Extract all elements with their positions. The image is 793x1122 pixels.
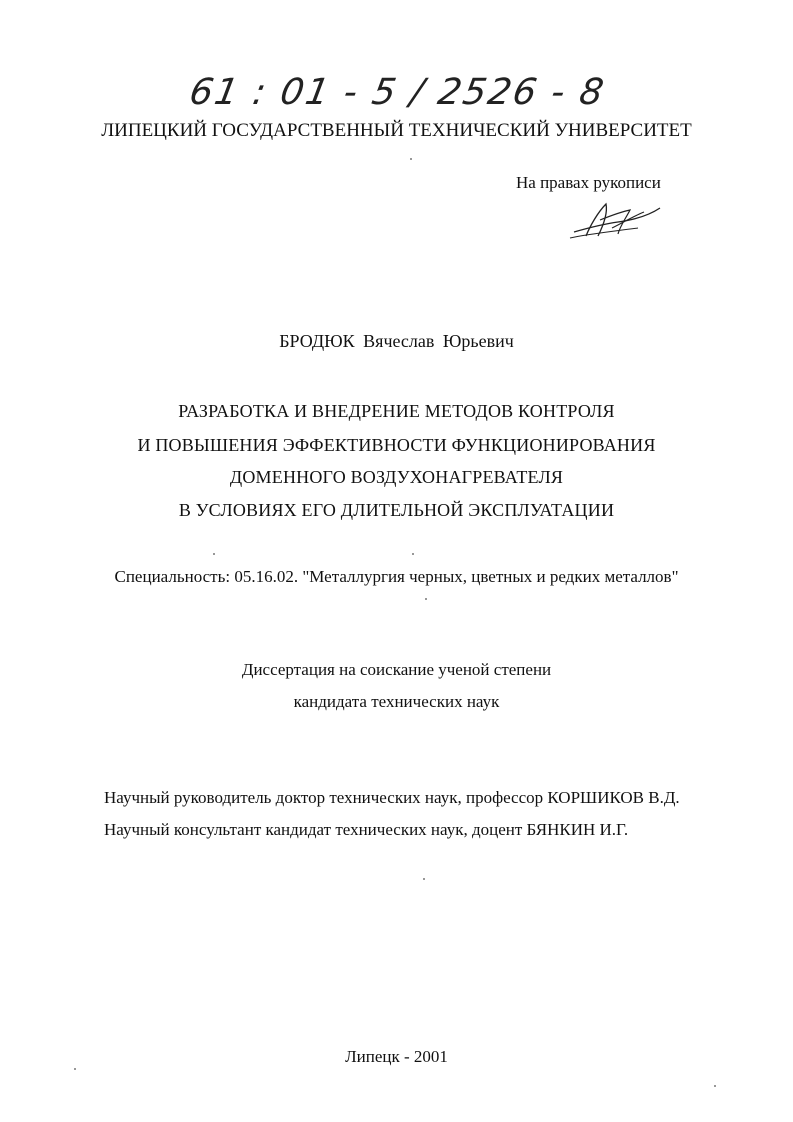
dissertation-title-line-1: РАЗРАБОТКА И ВНЕДРЕНИЕ МЕТОДОВ КОНТРОЛЯ [178,401,615,421]
dissertation-title-line-3: ДОМЕННОГО ВОЗДУХОНАГРЕВАТЕЛЯ [229,467,564,487]
scan-speck [412,553,414,555]
scientific-supervisor: Научный руководитель доктор технических наук, профессор КОРШИКОВ В.Д. [104,788,680,807]
scan-speck [423,878,425,880]
handwritten-registration-number: 61 : 01 - 5 / 2526 - 8 [186,72,609,113]
manuscript-rights-note: На правах рукописи [516,173,661,192]
author-name: БРОДЮК Вячеслав Юрьевич [279,331,514,351]
place-and-year: Липецк - 2001 [345,1047,448,1066]
degree-statement-line-2: кандидата технических наук [293,692,500,711]
scientific-consultant: Научный консультант кандидат технических наук, доцент БЯНКИН И.Г. [104,820,629,839]
dissertation-title-line-2: И ПОВЫШЕНИЯ ЭФФЕКТИВНОСТИ ФУНКЦИОНИРОВАНИЯ [137,435,656,455]
scan-speck [74,1068,76,1070]
signature-icon [568,198,663,243]
degree-statement-line-1: Диссертация на соискание ученой степени [241,660,552,679]
scan-speck [410,158,412,160]
scan-speck [425,598,427,600]
scan-speck [714,1085,716,1087]
dissertation-title-line-4: В УСЛОВИЯХ ЕГО ДЛИТЕЛЬНОЙ ЭКСПЛУАТАЦИИ [178,500,615,520]
university-name: ЛИПЕЦКИЙ ГОСУДАРСТВЕННЫЙ ТЕХНИЧЕСКИЙ УНИВЕРСИТЕТ [101,120,692,141]
specialty-line: Специальность: 05.16.02. "Металлургия черных, цветных и редких металлов" [114,567,679,586]
scan-speck [213,553,215,555]
